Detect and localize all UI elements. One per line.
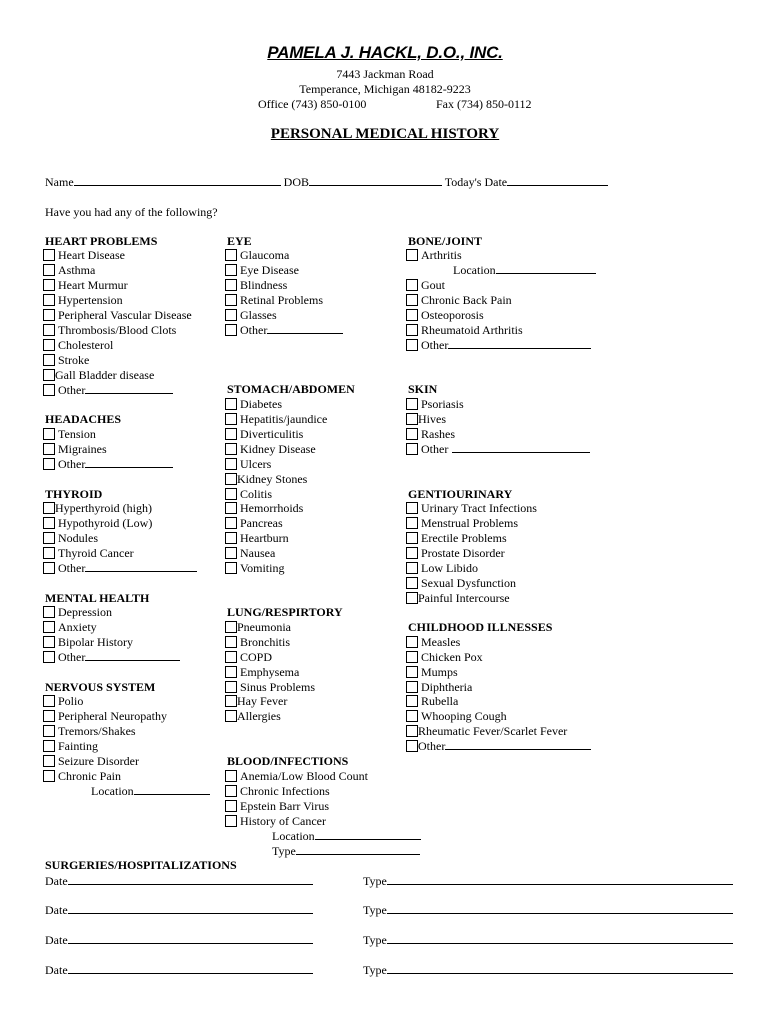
checkbox[interactable] — [225, 324, 237, 336]
dob-field[interactable] — [309, 175, 442, 186]
checkbox[interactable] — [225, 532, 237, 544]
checkbox-item[interactable]: Kidney Stones — [225, 472, 307, 487]
checkbox[interactable] — [43, 740, 55, 752]
checkbox-item[interactable]: Arthritis — [406, 248, 462, 263]
surgery-type-field[interactable] — [387, 874, 733, 885]
checkbox[interactable] — [43, 770, 55, 782]
checkbox[interactable] — [225, 785, 237, 797]
checkbox[interactable] — [43, 339, 55, 351]
checkbox[interactable] — [43, 755, 55, 767]
section-heading: HEADACHES — [45, 412, 122, 426]
checkbox-item[interactable]: Urinary Tract Infections — [406, 501, 537, 516]
checkbox-item[interactable]: Rheumatic Fever/Scarlet Fever — [406, 724, 567, 739]
type-row — [272, 844, 420, 859]
checkbox-item[interactable]: Seizure Disorder — [43, 754, 139, 769]
location-field[interactable] — [315, 829, 421, 840]
checkbox-item[interactable]: History of Cancer — [225, 814, 326, 829]
checkbox-item[interactable]: Thyroid Cancer — [43, 546, 134, 561]
checkbox-item[interactable]: Pancreas — [225, 516, 283, 531]
checkbox[interactable] — [406, 517, 418, 529]
checkbox[interactable] — [43, 384, 55, 396]
location-label: Location — [272, 829, 315, 843]
checkbox[interactable] — [43, 443, 55, 455]
type-label: Type — [363, 963, 387, 977]
checkbox[interactable] — [406, 428, 418, 440]
checkbox[interactable] — [406, 547, 418, 559]
location-label: Location — [91, 784, 134, 798]
practice-city: Temperance, Michigan 48182-9223 — [299, 82, 471, 96]
checkbox[interactable] — [43, 502, 55, 514]
checkbox-item[interactable]: Vomiting — [225, 561, 284, 576]
checkbox-item[interactable]: Other — [43, 561, 197, 576]
checkbox-item[interactable]: Colitis — [225, 487, 272, 502]
checkbox-item[interactable]: Other — [406, 739, 591, 754]
checkbox-item[interactable]: Diphtheria — [406, 680, 472, 695]
form-title: PERSONAL MEDICAL HISTORY — [270, 126, 500, 142]
name-field[interactable] — [74, 175, 281, 186]
checkbox[interactable] — [225, 473, 237, 485]
checkbox-item[interactable]: Chronic Back Pain — [406, 293, 512, 308]
name-label: Name — [45, 175, 74, 189]
surgery-type-field[interactable] — [387, 933, 733, 944]
other-field[interactable] — [85, 383, 173, 394]
checkbox-item[interactable]: Sexual Dysfunction — [406, 576, 516, 591]
checkbox-item[interactable]: Prostate Disorder — [406, 546, 505, 561]
checkbox-item[interactable]: Tension — [43, 427, 96, 442]
checkbox-item[interactable]: Rashes — [406, 427, 455, 442]
section-heading: LUNG/RESPIRTORY — [227, 605, 343, 619]
checkbox[interactable] — [43, 547, 55, 559]
checkbox[interactable] — [406, 636, 418, 648]
location-label: Location — [453, 263, 496, 277]
checkbox[interactable] — [225, 458, 237, 470]
checkbox-item[interactable]: Hypertension — [43, 293, 123, 308]
section-heading: BONE/JOINT — [408, 234, 483, 248]
checkbox[interactable] — [406, 592, 418, 604]
checkbox-item[interactable]: Bronchitis — [225, 635, 290, 650]
checkbox[interactable] — [406, 740, 418, 752]
location-field[interactable] — [496, 263, 596, 274]
checkbox[interactable] — [406, 577, 418, 589]
checkbox[interactable] — [43, 725, 55, 737]
checkbox[interactable] — [406, 562, 418, 574]
checkbox-item[interactable]: Chronic Pain — [43, 769, 121, 784]
checkbox[interactable] — [43, 458, 55, 470]
checkbox-item[interactable]: Hyperthyroid (high) — [43, 501, 152, 516]
checkbox[interactable] — [225, 636, 237, 648]
surgery-date-field[interactable] — [68, 933, 313, 944]
checkbox-item[interactable]: Menstrual Problems — [406, 516, 518, 531]
date-label: Date — [45, 933, 68, 947]
checkbox[interactable] — [225, 279, 237, 291]
checkbox[interactable] — [225, 651, 237, 663]
checkbox-item[interactable]: Hepatitis/jaundice — [225, 412, 327, 427]
checkbox[interactable] — [406, 651, 418, 663]
checkbox-item[interactable]: Epstein Barr Virus — [225, 799, 329, 814]
other-field[interactable] — [267, 323, 343, 334]
section-heading: CHILDHOOD ILLNESSES — [408, 620, 553, 634]
checkbox[interactable] — [225, 428, 237, 440]
section-heading: THYROID — [45, 487, 103, 501]
checkbox[interactable] — [43, 621, 55, 633]
surgery-type-field[interactable] — [387, 963, 733, 974]
checkbox-item[interactable]: Fainting — [43, 739, 98, 754]
checkbox-item[interactable]: Sinus Problems — [225, 680, 315, 695]
checkbox[interactable] — [225, 666, 237, 678]
checkbox[interactable] — [225, 621, 237, 633]
checkbox[interactable] — [406, 249, 418, 261]
other-field[interactable] — [445, 739, 591, 750]
checkbox-item[interactable]: Bipolar History — [43, 635, 133, 650]
checkbox[interactable] — [406, 502, 418, 514]
checkbox[interactable] — [43, 324, 55, 336]
location-field[interactable] — [134, 784, 210, 795]
type-label: Type — [272, 844, 296, 858]
practice-street: 7443 Jackman Road — [336, 67, 434, 81]
checkbox-item[interactable]: Heart Disease — [43, 248, 125, 263]
checkbox-item[interactable]: Tremors/Shakes — [43, 724, 136, 739]
checkbox-item[interactable]: Anemia/Low Blood Count — [225, 769, 368, 784]
checkbox-item[interactable]: Diabetes — [225, 397, 282, 412]
checkbox[interactable] — [225, 710, 237, 722]
checkbox[interactable] — [43, 517, 55, 529]
location-row — [272, 829, 421, 844]
checkbox-item[interactable]: Peripheral Vascular Disease — [43, 308, 192, 323]
checkbox-item[interactable]: Mumps — [406, 665, 458, 680]
type-label: Type — [363, 874, 387, 888]
checkbox-item[interactable]: Gall Bladder disease — [43, 368, 154, 383]
checkbox[interactable] — [406, 666, 418, 678]
other-field[interactable] — [85, 457, 173, 468]
type-label: Type — [363, 903, 387, 917]
checkbox[interactable] — [225, 681, 237, 693]
checkbox-item[interactable]: Painful Intercourse — [406, 591, 510, 606]
section-heading: BLOOD/INFECTIONS — [227, 754, 349, 768]
checkbox[interactable] — [225, 413, 237, 425]
checkbox[interactable] — [406, 413, 418, 425]
checkbox-item[interactable]: Eye Disease — [225, 263, 299, 278]
checkbox-item[interactable]: Peripheral Neuropathy — [43, 709, 167, 724]
checkbox-item[interactable]: Other — [225, 323, 343, 338]
checkbox-item[interactable]: Asthma — [43, 263, 95, 278]
checkbox-item[interactable]: Retinal Problems — [225, 293, 323, 308]
section-heading: HEART PROBLEMS — [45, 234, 158, 248]
checkbox-item[interactable]: Other — [43, 457, 173, 472]
checkbox-item[interactable]: Diverticulitis — [225, 427, 303, 442]
checkbox[interactable] — [406, 532, 418, 544]
checkbox[interactable] — [43, 369, 55, 381]
question-text: Have you had any of the following? — [45, 205, 218, 219]
checkbox-item[interactable]: Depression — [43, 605, 112, 620]
surgery-date-row — [45, 963, 313, 978]
patient-info-row — [45, 175, 608, 190]
checkbox-item[interactable]: Pneumonia — [225, 620, 291, 635]
surgery-date-field[interactable] — [68, 963, 313, 974]
checkbox-item[interactable]: Heart Murmur — [43, 278, 128, 293]
checkbox-item[interactable]: Migraines — [43, 442, 107, 457]
checkbox[interactable] — [43, 532, 55, 544]
checkbox-item[interactable]: Whooping Cough — [406, 709, 507, 724]
section-heading: MENTAL HEALTH — [45, 591, 150, 605]
checkbox-item[interactable]: Nausea — [225, 546, 275, 561]
type-field[interactable] — [296, 844, 420, 855]
checkbox-item[interactable]: Polio — [43, 694, 83, 709]
section-heading: SKIN — [408, 382, 438, 396]
type-label: Type — [363, 933, 387, 947]
checkbox[interactable] — [406, 725, 418, 737]
checkbox-item[interactable]: Nodules — [43, 531, 98, 546]
checkbox-item[interactable]: Other — [406, 442, 590, 457]
other-field[interactable] — [85, 561, 197, 572]
checkbox-item[interactable]: Ulcers — [225, 457, 271, 472]
checkbox-item[interactable]: Stroke — [43, 353, 89, 368]
checkbox[interactable] — [225, 309, 237, 321]
section-heading: EYE — [227, 234, 252, 248]
checkbox[interactable] — [43, 309, 55, 321]
checkbox[interactable] — [225, 800, 237, 812]
location-row — [91, 784, 210, 799]
checkbox[interactable] — [406, 339, 418, 351]
checkbox-item[interactable]: Rubella — [406, 694, 458, 709]
checkbox[interactable] — [43, 710, 55, 722]
checkbox[interactable] — [406, 279, 418, 291]
checkbox-item[interactable]: Glaucoma — [225, 248, 289, 263]
checkbox-item[interactable]: Glasses — [225, 308, 277, 323]
checkbox[interactable] — [406, 398, 418, 410]
surgery-type-row — [363, 903, 733, 918]
checkbox-item[interactable]: Measles — [406, 635, 460, 650]
checkbox[interactable] — [406, 324, 418, 336]
date-label: Date — [45, 874, 68, 888]
checkbox[interactable] — [43, 279, 55, 291]
checkbox[interactable] — [43, 695, 55, 707]
practice-office-phone: Office (743) 850-0100 — [258, 97, 367, 111]
checkbox-item[interactable]: Thrombosis/Blood Clots — [43, 323, 176, 338]
other-field[interactable] — [452, 442, 590, 453]
checkbox[interactable] — [43, 249, 55, 261]
other-field[interactable] — [85, 650, 180, 661]
section-heading: STOMACH/ABDOMEN — [227, 382, 355, 396]
checkbox[interactable] — [225, 294, 237, 306]
checkbox[interactable] — [43, 636, 55, 648]
checkbox-item[interactable]: Osteoporosis — [406, 308, 484, 323]
todays-date-field[interactable] — [507, 175, 608, 186]
checkbox-item[interactable]: Other — [406, 338, 591, 353]
checkbox[interactable] — [225, 770, 237, 782]
checkbox-item[interactable]: Anxiety — [43, 620, 97, 635]
surgery-date-field[interactable] — [68, 903, 313, 914]
checkbox[interactable] — [225, 264, 237, 276]
checkbox[interactable] — [225, 562, 237, 574]
checkbox[interactable] — [225, 488, 237, 500]
checkbox-item[interactable]: Other — [43, 650, 180, 665]
checkbox-item[interactable]: Gout — [406, 278, 445, 293]
checkbox[interactable] — [225, 517, 237, 529]
surgery-date-row — [45, 933, 313, 948]
checkbox[interactable] — [225, 443, 237, 455]
surgery-date-field[interactable] — [68, 874, 313, 885]
checkbox[interactable] — [43, 606, 55, 618]
surgery-date-row — [45, 874, 313, 889]
checkbox[interactable] — [225, 249, 237, 261]
checkbox[interactable] — [406, 294, 418, 306]
checkbox[interactable] — [406, 443, 418, 455]
surgeries-heading: SURGERIES/HOSPITALIZATIONS — [45, 858, 237, 872]
checkbox-item[interactable]: Erectile Problems — [406, 531, 507, 546]
checkbox-item[interactable]: Hay Fever — [225, 694, 287, 709]
checkbox-item[interactable]: Other — [43, 383, 173, 398]
checkbox[interactable] — [225, 502, 237, 514]
checkbox-item[interactable]: Kidney Disease — [225, 442, 316, 457]
checkbox[interactable] — [225, 815, 237, 827]
checkbox-item[interactable]: Low Libido — [406, 561, 478, 576]
checkbox[interactable] — [406, 710, 418, 722]
checkbox[interactable] — [43, 294, 55, 306]
checkbox[interactable] — [225, 695, 237, 707]
checkbox-item[interactable]: Blindness — [225, 278, 287, 293]
practice-fax: Fax (734) 850-0112 — [436, 97, 532, 111]
surgery-type-row — [363, 933, 733, 948]
checkbox[interactable] — [43, 562, 55, 574]
checkbox[interactable] — [43, 428, 55, 440]
surgery-type-field[interactable] — [387, 903, 733, 914]
checkbox-item[interactable]: Rheumatoid Arthritis — [406, 323, 523, 338]
surgery-type-row — [363, 963, 733, 978]
location-row — [453, 263, 596, 278]
checkbox-item[interactable]: Cholesterol — [43, 338, 113, 353]
checkbox-item[interactable]: Heartburn — [225, 531, 289, 546]
checkbox[interactable] — [406, 309, 418, 321]
surgery-date-row — [45, 903, 313, 918]
checkbox-item[interactable]: COPD — [225, 650, 272, 665]
practice-name: PAMELA J. HACKL, D.O., INC. — [267, 43, 503, 62]
section-heading: NERVOUS SYSTEM — [45, 680, 156, 694]
surgery-type-row — [363, 874, 733, 889]
other-field[interactable] — [448, 338, 591, 349]
checkbox-item[interactable]: Chicken Pox — [406, 650, 483, 665]
checkbox[interactable] — [406, 695, 418, 707]
checkbox-item[interactable]: Chronic Infections — [225, 784, 330, 799]
checkbox-item[interactable]: Hives — [406, 412, 446, 427]
checkbox-item[interactable]: Hypothyroid (Low) — [43, 516, 152, 531]
section-heading: GENTIOURINARY — [408, 487, 513, 501]
checkbox-item[interactable]: Hemorrhoids — [225, 501, 303, 516]
checkbox[interactable] — [225, 547, 237, 559]
date-label: Date — [45, 903, 68, 917]
checkbox[interactable] — [225, 398, 237, 410]
date-label: Date — [45, 963, 68, 977]
checkbox[interactable] — [406, 681, 418, 693]
checkbox-item[interactable]: Psoriasis — [406, 397, 464, 412]
dob-label: DOB — [283, 175, 309, 189]
checkbox[interactable] — [43, 651, 55, 663]
checkbox-item[interactable]: Allergies — [225, 709, 281, 724]
checkbox[interactable] — [43, 354, 55, 366]
todays-date-label: Today's Date — [444, 175, 508, 189]
checkbox[interactable] — [43, 264, 55, 276]
checkbox-item[interactable]: Emphysema — [225, 665, 299, 680]
